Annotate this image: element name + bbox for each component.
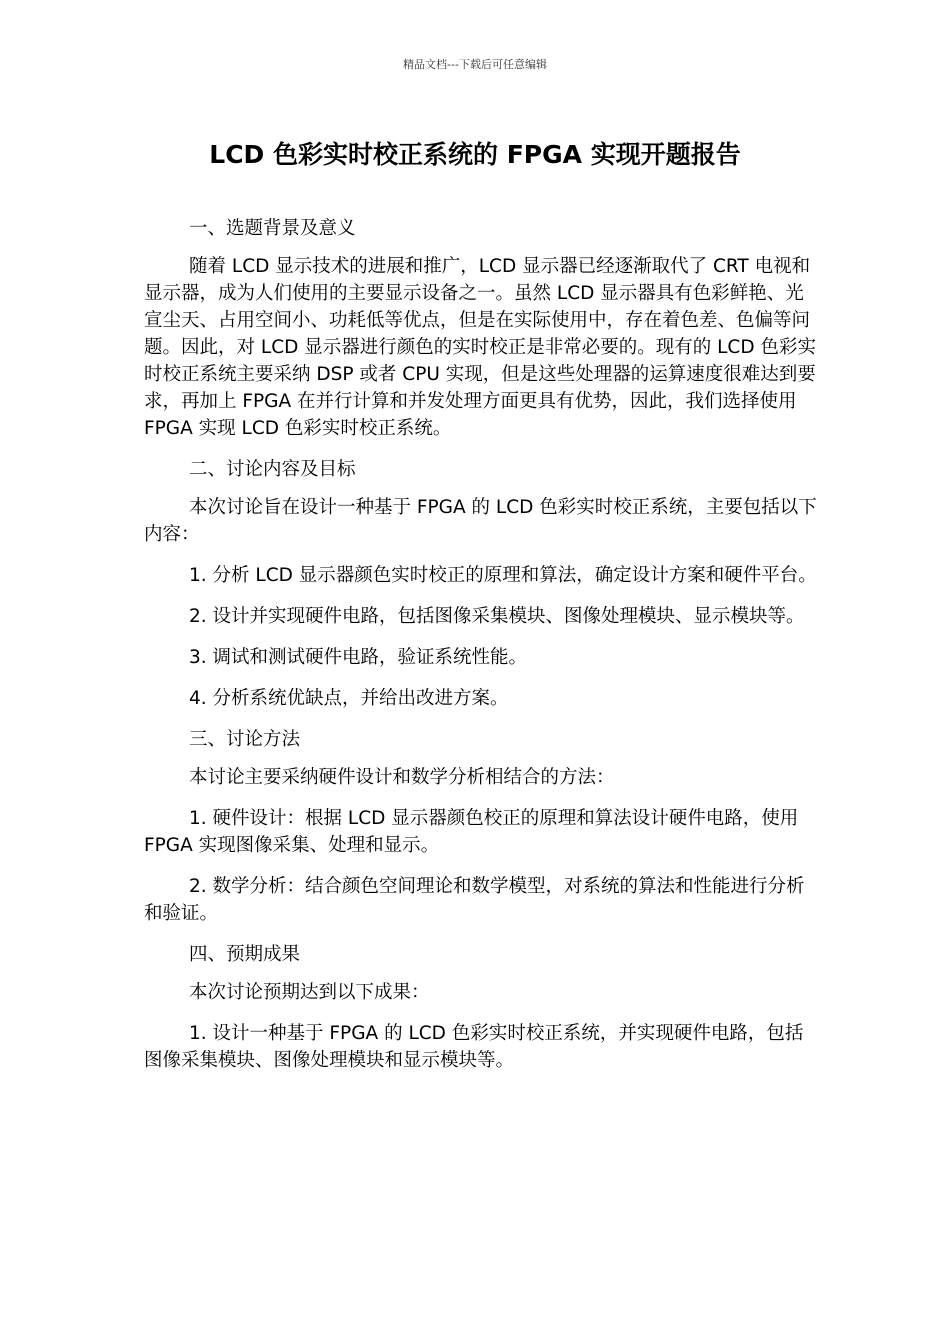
content-item-1: 1. 分析 LCD 显示器颜色实时校正的原理和算法，确定设计方案和硬件平台。: [189, 565, 817, 586]
method-item-2: 2. 数学分析：结合颜色空间理论和数学模型，对系统的算法和性能进行分析和验证。: [144, 876, 805, 924]
page-header-watermark: 精品文档---下载后可任意编辑: [403, 58, 547, 71]
results-item-1: 1. 设计一种基于 FPGA 的 LCD 色彩实时校正系统，并实现硬件电路，包括图像采集模块、图像处理模块和显示模块等。: [144, 1023, 804, 1071]
content-item-2: 2. 设计并实现硬件电路，包括图像采集模块、图像处理模块、显示模块等。: [189, 606, 805, 627]
method-intro-paragraph: 本讨论主要采纳硬件设计和数学分析相结合的方法：: [189, 767, 615, 788]
document-body: [144, 215, 818, 1088]
document-title: LCD 色彩实时校正系统的 FPGA 实现开题报告: [209, 140, 741, 169]
section-heading-background: 一、选题背景及意义: [189, 218, 356, 239]
section-heading-results: 四、预期成果: [189, 944, 301, 965]
section-heading-method: 三、讨论方法: [189, 729, 301, 750]
method-item-1: 1. 硬件设计：根据 LCD 显示器颜色校正的原理和算法设计硬件电路，使用 FPGA 实现图像采集、处理和显示。: [144, 808, 799, 856]
results-intro-paragraph: 本次讨论预期达到以下成果：: [189, 982, 430, 1003]
content-item-3: 3. 调试和测试硬件电路，验证系统性能。: [189, 647, 528, 668]
background-paragraph: 随着 LCD 显示技术的进展和推广，LCD 显示器已经逐渐取代了 CRT 电视和显示器，成为人们使用的主要显示设备之一。虽然 LCD 显示器具有色彩鲜艳、光宣尘天、占用空间小、功耗低等优点，但是在实际使用中，存在着色差、色偏等问题。因此，对 LCD 显示器进行颜色的实时校正是非常必要的。现有的 LCD 色彩实时校正系统主要采纳 DSP 或者 CPU 实现，但是这些处理器的运算速度很难达到要求，再加上 FPGA 在并行计算和并发处理方面更具有优势，因此，我们选择使用 FPGA 实现 LCD 色彩实时校正系统。: [144, 256, 816, 439]
content-intro-paragraph: 本次讨论旨在设计一种基于 FPGA 的 LCD 色彩实时校正系统，主要包括以下内容：: [144, 497, 817, 545]
section-heading-content: 二、讨论内容及目标: [189, 459, 356, 480]
content-item-4: 4. 分析系统优缺点，并给出改进方案。: [189, 688, 509, 709]
